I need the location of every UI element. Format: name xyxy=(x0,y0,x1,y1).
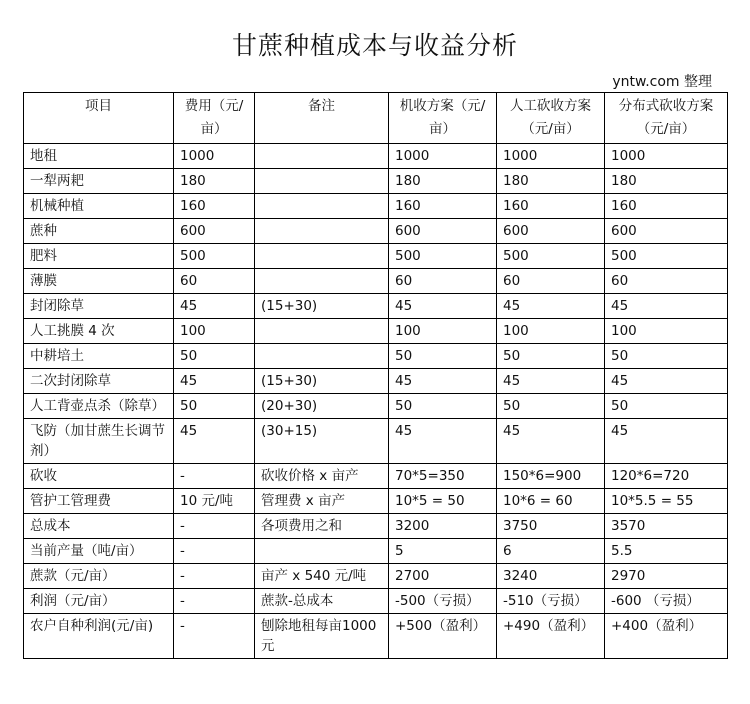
table-row xyxy=(24,294,728,319)
cell-distributed: 2970 xyxy=(605,564,728,589)
cell-distributed: 500 xyxy=(605,244,728,269)
cell-remark: (30+15) xyxy=(255,419,389,464)
cell-remark xyxy=(255,219,389,244)
cell-manual: 60 xyxy=(497,269,605,294)
cell-cost: 50 xyxy=(174,394,255,419)
cell-item: 蔗款（元/亩） xyxy=(24,564,174,589)
header-item: 项目 xyxy=(24,93,174,144)
table-row xyxy=(24,589,728,614)
cell-cost: 100 xyxy=(174,319,255,344)
table-row xyxy=(24,369,728,394)
cell-machine: 50 xyxy=(389,394,497,419)
cell-manual: 45 xyxy=(497,369,605,394)
cell-cost: 1000 xyxy=(174,144,255,169)
cell-cost: 50 xyxy=(174,344,255,369)
cell-machine: 45 xyxy=(389,419,497,464)
cell-item: 人工挑膜 4 次 xyxy=(24,319,174,344)
cell-manual: 3240 xyxy=(497,564,605,589)
cell-machine: 45 xyxy=(389,369,497,394)
cell-item: 利润（元/亩） xyxy=(24,589,174,614)
cell-remark: (15+30) xyxy=(255,294,389,319)
cell-manual: 10*6 = 60 xyxy=(497,489,605,514)
table-row xyxy=(24,489,728,514)
cell-remark xyxy=(255,319,389,344)
cell-distributed: 160 xyxy=(605,194,728,219)
cell-remark: 各项费用之和 xyxy=(255,514,389,539)
cell-remark: 刨除地租每亩1000 元 xyxy=(255,614,389,659)
cell-manual: 160 xyxy=(497,194,605,219)
cell-cost: 180 xyxy=(174,169,255,194)
source-credit: yntw.com 整理 xyxy=(612,74,712,90)
cell-remark: 亩产 x 540 元/吨 xyxy=(255,564,389,589)
header-cost: 费用（元/亩） xyxy=(174,93,255,144)
cell-cost: 160 xyxy=(174,194,255,219)
cell-cost: 60 xyxy=(174,269,255,294)
cell-remark xyxy=(255,194,389,219)
cell-machine: 10*5 = 50 xyxy=(389,489,497,514)
cell-remark: 管理费 x 亩产 xyxy=(255,489,389,514)
cell-remark xyxy=(255,539,389,564)
cell-manual: +490（盈利） xyxy=(497,614,605,659)
cell-distributed: 180 xyxy=(605,169,728,194)
cost-analysis-table xyxy=(23,92,728,659)
cell-distributed: 100 xyxy=(605,319,728,344)
table-row xyxy=(24,464,728,489)
cell-distributed: 5.5 xyxy=(605,539,728,564)
cell-remark: 蔗款-总成本 xyxy=(255,589,389,614)
cell-item: 薄膜 xyxy=(24,269,174,294)
cell-distributed: 45 xyxy=(605,369,728,394)
cell-machine: 60 xyxy=(389,269,497,294)
table-header-row xyxy=(24,93,728,144)
cell-remark: (15+30) xyxy=(255,369,389,394)
table-row xyxy=(24,419,728,464)
cell-machine: 160 xyxy=(389,194,497,219)
cell-distributed: 50 xyxy=(605,344,728,369)
cell-cost: - xyxy=(174,539,255,564)
cell-item: 总成本 xyxy=(24,514,174,539)
header-machine-harvest: 机收方案（元/亩） xyxy=(389,93,497,144)
cell-machine: 180 xyxy=(389,169,497,194)
cell-machine: 5 xyxy=(389,539,497,564)
cell-item: 砍收 xyxy=(24,464,174,489)
cell-distributed: +400（盈利） xyxy=(605,614,728,659)
cell-item: 当前产量（吨/亩） xyxy=(24,539,174,564)
table-row xyxy=(24,194,728,219)
cell-item: 农户自种利润(元/亩) xyxy=(24,614,174,659)
cell-manual: -510（亏损） xyxy=(497,589,605,614)
cell-item: 一犁两耙 xyxy=(24,169,174,194)
cell-cost: - xyxy=(174,564,255,589)
header-remark: 备注 xyxy=(255,93,389,144)
cell-machine: 70*5=350 xyxy=(389,464,497,489)
table-row xyxy=(24,564,728,589)
cell-cost: 600 xyxy=(174,219,255,244)
cell-cost: - xyxy=(174,464,255,489)
cell-distributed: 50 xyxy=(605,394,728,419)
cell-cost: - xyxy=(174,514,255,539)
cell-manual: 50 xyxy=(497,394,605,419)
cell-manual: 150*6=900 xyxy=(497,464,605,489)
cell-distributed: 60 xyxy=(605,269,728,294)
cell-remark xyxy=(255,344,389,369)
cell-manual: 100 xyxy=(497,319,605,344)
cell-machine: 1000 xyxy=(389,144,497,169)
cell-manual: 45 xyxy=(497,419,605,464)
table-row xyxy=(24,144,728,169)
cell-distributed: 1000 xyxy=(605,144,728,169)
cell-cost: 45 xyxy=(174,419,255,464)
table-row xyxy=(24,319,728,344)
cell-remark xyxy=(255,169,389,194)
table-row xyxy=(24,244,728,269)
cell-manual: 3750 xyxy=(497,514,605,539)
cell-machine: 50 xyxy=(389,344,497,369)
cell-item: 中耕培土 xyxy=(24,344,174,369)
cell-cost: - xyxy=(174,589,255,614)
cell-machine: 45 xyxy=(389,294,497,319)
table-row xyxy=(24,394,728,419)
cell-manual: 180 xyxy=(497,169,605,194)
cell-machine: +500（盈利） xyxy=(389,614,497,659)
cell-manual: 600 xyxy=(497,219,605,244)
cell-manual: 6 xyxy=(497,539,605,564)
cell-machine: 600 xyxy=(389,219,497,244)
cell-machine: 2700 xyxy=(389,564,497,589)
cell-distributed: 10*5.5 = 55 xyxy=(605,489,728,514)
cell-cost: 45 xyxy=(174,294,255,319)
cell-manual: 50 xyxy=(497,344,605,369)
cell-distributed: 120*6=720 xyxy=(605,464,728,489)
cell-distributed: 600 xyxy=(605,219,728,244)
cell-item: 地租 xyxy=(24,144,174,169)
table-row xyxy=(24,269,728,294)
cell-remark: 砍收价格 x 亩产 xyxy=(255,464,389,489)
cell-remark xyxy=(255,269,389,294)
table-row xyxy=(24,539,728,564)
cell-remark xyxy=(255,144,389,169)
cell-cost: 500 xyxy=(174,244,255,269)
cell-manual: 1000 xyxy=(497,144,605,169)
cell-item: 机械种植 xyxy=(24,194,174,219)
cell-machine: 3200 xyxy=(389,514,497,539)
cell-cost: - xyxy=(174,614,255,659)
cell-distributed: 45 xyxy=(605,294,728,319)
table-row xyxy=(24,614,728,659)
cell-distributed: 3570 xyxy=(605,514,728,539)
cell-machine: 100 xyxy=(389,319,497,344)
cell-distributed: 45 xyxy=(605,419,728,464)
cell-cost: 10 元/吨 xyxy=(174,489,255,514)
cell-item: 管护工管理费 xyxy=(24,489,174,514)
cell-remark xyxy=(255,244,389,269)
table-row xyxy=(24,344,728,369)
cell-item: 肥料 xyxy=(24,244,174,269)
cell-remark: (20+30) xyxy=(255,394,389,419)
cell-item: 蔗种 xyxy=(24,219,174,244)
header-manual-harvest: 人工砍收方案（元/亩） xyxy=(497,93,605,144)
cell-cost: 45 xyxy=(174,369,255,394)
table-row xyxy=(24,219,728,244)
cell-item: 人工背壶点杀（除草） xyxy=(24,394,174,419)
table-row xyxy=(24,514,728,539)
cell-machine: 500 xyxy=(389,244,497,269)
page-title: 甘蔗种植成本与收益分析 xyxy=(231,31,518,60)
cell-manual: 45 xyxy=(497,294,605,319)
cell-machine: -500（亏损） xyxy=(389,589,497,614)
table-row xyxy=(24,169,728,194)
header-distributed-harvest: 分布式砍收方案（元/亩） xyxy=(605,93,728,144)
cell-item: 飞防（加甘蔗生长调节剂） xyxy=(24,419,174,464)
cell-manual: 500 xyxy=(497,244,605,269)
cell-item: 封闭除草 xyxy=(24,294,174,319)
cell-distributed: -600 （亏损） xyxy=(605,589,728,614)
cell-item: 二次封闭除草 xyxy=(24,369,174,394)
